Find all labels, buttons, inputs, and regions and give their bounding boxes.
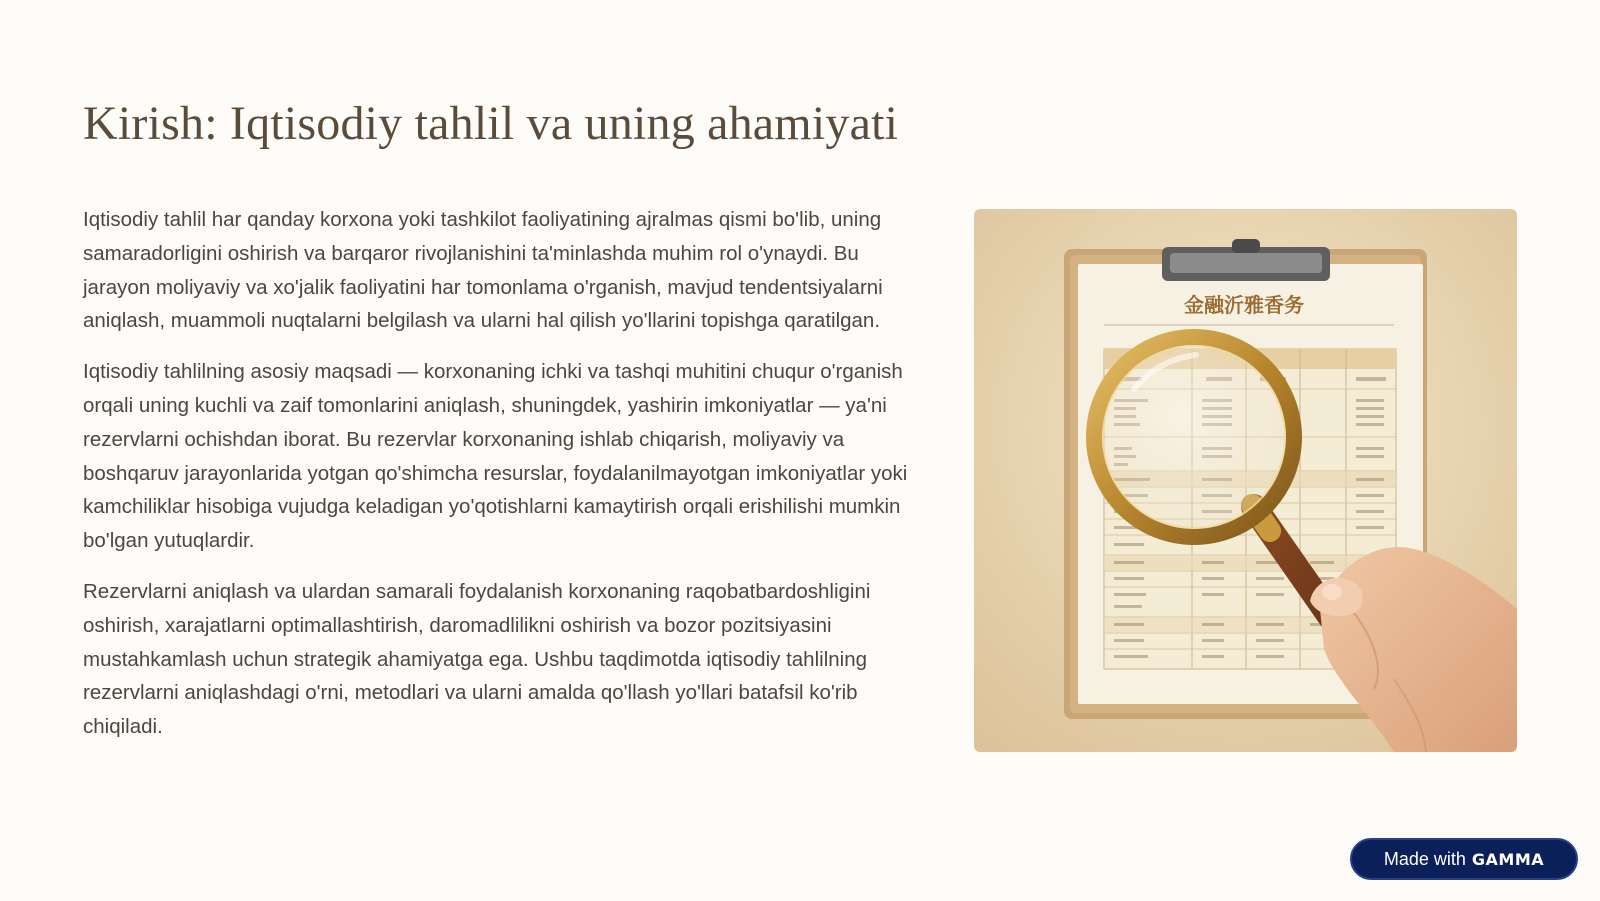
- slide-body: [83, 203, 923, 761]
- made-with-gamma-badge[interactable]: [1350, 838, 1578, 880]
- paragraph-intro: Iqtisodiy tahlil har qanday korxona yoki tashkilot faoliyatining ajralmas qismi bo'lib, uning samaradorligini oshirish va barqaror rivojlanishini ta'minlashda muhim rol o'ynaydi. Bu jarayon moliyaviy va xo'jalik faoliyatini har tomonlama o'rganish, mavjud tendentsiyalarni aniqlash, muammoli nuqtalarni belgilash va ularni hal qilish yo'llarini topishga qaratilgan.: [83, 208, 883, 333]
- gamma-logo-text: GAMMA: [1471, 849, 1545, 869]
- slide-title: Kirish: Iqtisodiy tahlil va uning ahamiyati: [83, 97, 899, 150]
- paragraph-purpose: Iqtisodiy tahlilning asosiy maqsadi — korxonaning ichki va tashqi muhitini chuqur o'rganish orqali uning kuchli va zaif tomonlarini aniqlash, shuningdek, yashirin imkoniyatlar — ya'ni rezervlarni ochishdan iborat. Bu rezervlar korxonaning ishlab chiqarish, moliyaviy va boshqaruv jarayonlarida yotgan qo'shimcha resurslar, foydalanilmayotgan imkoniyatlar yoki kamchiliklar hisobiga vujudga keladigan yo'qotishlarni kamaytirish orqali erishilishi mumkin bo'lgan yutuqlardir.: [83, 360, 908, 553]
- paragraph-reserves: Rezervlarni aniqlash va ulardan samarali foydalanish korxonaning raqobatbardoshligini oshirish, xarajatlarni optimallashtirish, daromadlilikni oshirish va bozor pozitsiyasini mustahkamlash uchun strategik ahamiyatga ega. Ushbu taqdimotda iqtisodiy tahlilning rezervlarni aniqlashdagi o'rni, metodlari va ularni amalda qo'llash yo'llari batafsil ko'rib chiqiladi.: [83, 579, 871, 739]
- sheet-title: 金融沂雅香务: [1184, 293, 1304, 317]
- clipboard-magnifier-illustration: [974, 209, 1517, 752]
- badge-prefix-text: Made with: [1383, 848, 1466, 869]
